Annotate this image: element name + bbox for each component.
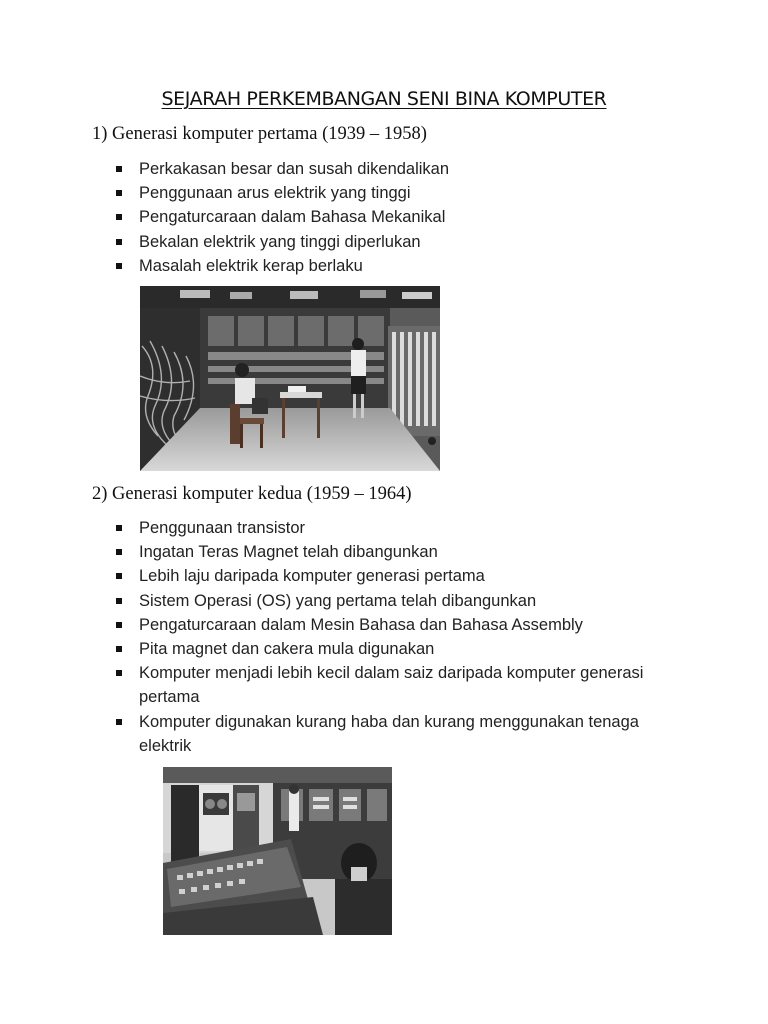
bullet-square-icon	[116, 598, 122, 604]
list-item-text: Lebih laju daripada komputer generasi pertama	[139, 567, 485, 586]
bullet-square-icon	[116, 549, 122, 555]
first-generation-computer-photo	[140, 286, 440, 471]
list-item-text: Komputer menjadi lebih kecil dalam saiz daripada komputer generasi pertama	[139, 664, 644, 707]
list-item	[116, 613, 676, 637]
list-item	[116, 589, 676, 613]
list-item-text: Pengaturcaraan dalam Bahasa Mekanikal	[139, 208, 446, 227]
photo-second-generation-computer-icon	[163, 767, 392, 935]
section-2-heading: 2) Generasi komputer kedua (1959 – 1964)	[92, 484, 412, 504]
bullet-square-icon	[116, 190, 122, 196]
document-title: SEJARAH PERKEMBANGAN SENI BINA KOMPUTER	[161, 88, 607, 110]
list-item	[116, 637, 676, 661]
list-item-text: Pengaturcaraan dalam Mesin Bahasa dan Bahasa Assembly	[139, 615, 583, 634]
bullet-square-icon	[116, 525, 122, 531]
section-2-bullet-list	[116, 516, 676, 758]
list-item	[116, 710, 676, 758]
bullet-square-icon	[116, 239, 122, 245]
section-1-bullet-list	[116, 157, 676, 278]
list-item-text: Sistem Operasi (OS) yang pertama telah dibangunkan	[139, 591, 537, 610]
bullet-square-icon	[116, 670, 122, 676]
bullet-square-icon	[116, 622, 122, 628]
second-generation-computer-photo	[163, 767, 392, 935]
list-item-text: Masalah elektrik kerap berlaku	[139, 256, 363, 275]
list-item-text: Komputer digunakan kurang haba dan kurang menggunakan tenaga elektrik	[139, 712, 639, 755]
list-item	[116, 254, 676, 278]
list-item	[116, 181, 676, 205]
bullet-square-icon	[116, 719, 122, 725]
list-item	[116, 230, 676, 254]
bullet-square-icon	[116, 573, 122, 579]
list-item-text: Ingatan Teras Magnet telah dibangunkan	[139, 543, 438, 562]
list-item	[116, 205, 676, 229]
bullet-square-icon	[116, 214, 122, 220]
list-item-text: Perkakasan besar dan susah dikendalikan	[139, 160, 450, 178]
list-item-text: Penggunaan transistor	[139, 519, 306, 537]
list-item	[116, 157, 676, 181]
list-item	[116, 516, 676, 540]
bullet-square-icon	[116, 166, 122, 172]
photo-first-generation-computer-icon	[140, 286, 440, 471]
bullet-square-icon	[116, 263, 122, 269]
list-item	[116, 564, 676, 588]
list-item	[116, 661, 676, 709]
section-1-heading: 1) Generasi komputer pertama (1939 – 1958)	[92, 124, 427, 144]
list-item-text: Penggunaan arus elektrik yang tinggi	[139, 184, 411, 203]
bullet-square-icon	[116, 646, 122, 652]
list-item	[116, 540, 676, 564]
list-item-text: Bekalan elektrik yang tinggi diperlukan	[139, 232, 421, 251]
list-item-text: Pita magnet dan cakera mula digunakan	[139, 640, 435, 659]
